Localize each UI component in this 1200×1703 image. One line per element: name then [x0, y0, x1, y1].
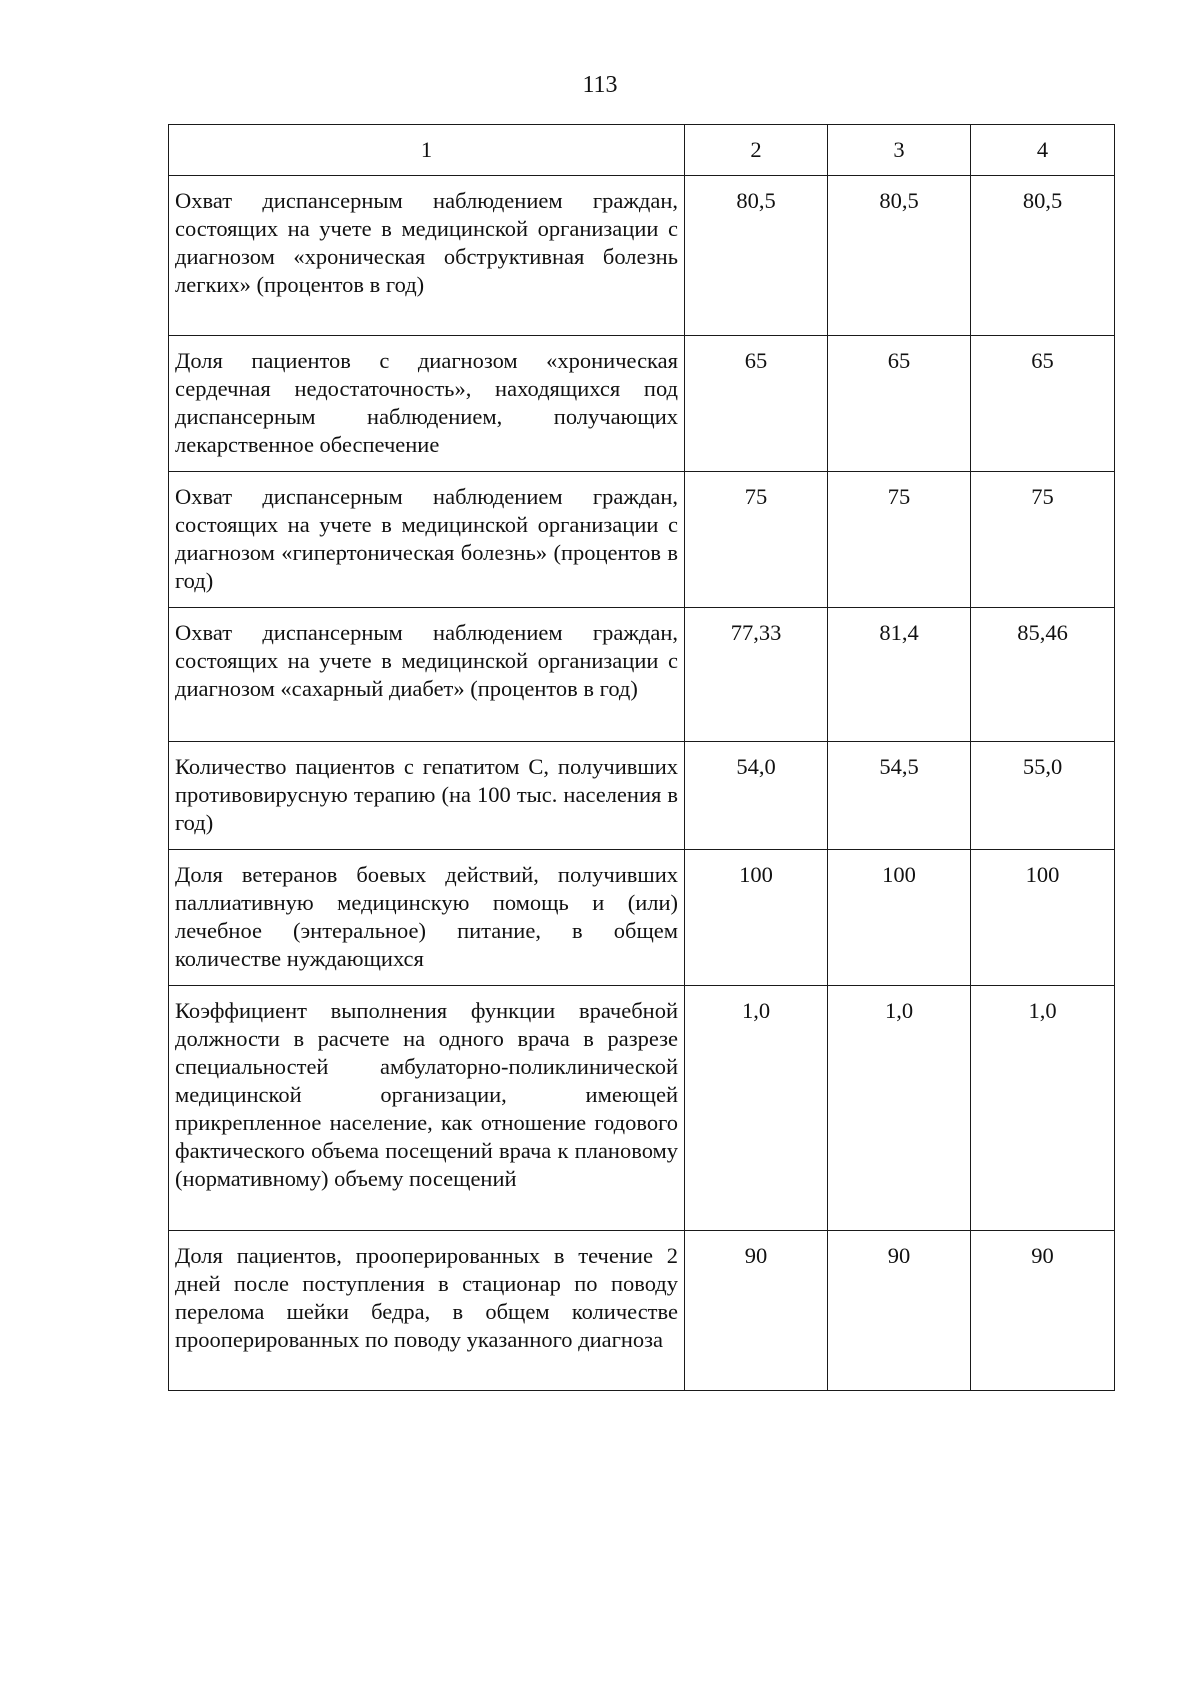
indicator-value: 75	[828, 472, 971, 608]
indicator-value: 100	[828, 850, 971, 986]
indicators-table	[168, 124, 1115, 1391]
indicator-value: 75	[971, 472, 1115, 608]
indicator-value: 1,0	[685, 986, 828, 1231]
table-row	[169, 336, 1115, 472]
indicator-value: 65	[971, 336, 1115, 472]
indicator-value: 1,0	[971, 986, 1115, 1231]
indicator-description: Доля ветеранов боевых действий, получивших паллиативную медицинскую помощь и (или) лечебное (энтеральное) питание, в общем количестве нуждающихся	[169, 850, 685, 986]
indicator-description: Количество пациентов с гепатитом С, получивших противовирусную терапию (на 100 тыс. населения в год)	[169, 742, 685, 850]
table-row	[169, 1231, 1115, 1391]
indicator-value: 90	[685, 1231, 828, 1391]
indicator-value: 55,0	[971, 742, 1115, 850]
page-number: 113	[582, 72, 618, 98]
indicator-description: Коэффициент выполнения функции врачебной должности в расчете на одного врача в разрезе специальностей амбулаторно-поликлинической медицинской организации, имеющей прикрепленное население, как отношение годового фактического объема посещений врача к плановому (нормативному) объему посещений	[169, 986, 685, 1231]
column-header: 4	[971, 125, 1115, 176]
indicator-value: 54,5	[828, 742, 971, 850]
indicator-value: 90	[971, 1231, 1115, 1391]
indicator-description: Доля пациентов, прооперированных в течение 2 дней после поступления в стационар по поводу перелома шейки бедра, в общем количестве прооперированных по поводу указанного диагноза	[169, 1231, 685, 1391]
indicator-value: 100	[971, 850, 1115, 986]
indicator-value: 65	[685, 336, 828, 472]
indicator-description: Охват диспансерным наблюдением граждан, состоящих на учете в медицинской организации с диагнозом «гипертоническая болезнь» (процентов в год)	[169, 472, 685, 608]
indicator-value: 80,5	[971, 176, 1115, 336]
table-row	[169, 742, 1115, 850]
table-row	[169, 986, 1115, 1231]
table-row	[169, 608, 1115, 742]
table-row	[169, 472, 1115, 608]
column-header: 1	[169, 125, 685, 176]
indicator-value: 81,4	[828, 608, 971, 742]
indicator-value: 90	[828, 1231, 971, 1391]
indicator-value: 77,33	[685, 608, 828, 742]
table-row	[169, 850, 1115, 986]
indicator-value: 1,0	[828, 986, 971, 1231]
table-row	[169, 176, 1115, 336]
indicator-value: 80,5	[828, 176, 971, 336]
indicator-value: 54,0	[685, 742, 828, 850]
indicator-value: 100	[685, 850, 828, 986]
indicator-value: 65	[828, 336, 971, 472]
indicator-value: 80,5	[685, 176, 828, 336]
column-header: 2	[685, 125, 828, 176]
indicator-description: Охват диспансерным наблюдением граждан, состоящих на учете в медицинской организации с диагнозом «сахарный диабет» (процентов в год)	[169, 608, 685, 742]
indicator-description: Охват диспансерным наблюдением граждан, состоящих на учете в медицинской организации с диагнозом «хроническая обструктивная болезнь легких» (процентов в год)	[169, 176, 685, 336]
column-header: 3	[828, 125, 971, 176]
indicator-value: 75	[685, 472, 828, 608]
table-header-row	[169, 125, 1115, 176]
indicator-description: Доля пациентов с диагнозом «хроническая сердечная недостаточность», находящихся под диспансерным наблюдением, получающих лекарственное обеспечение	[169, 336, 685, 472]
indicator-value: 85,46	[971, 608, 1115, 742]
